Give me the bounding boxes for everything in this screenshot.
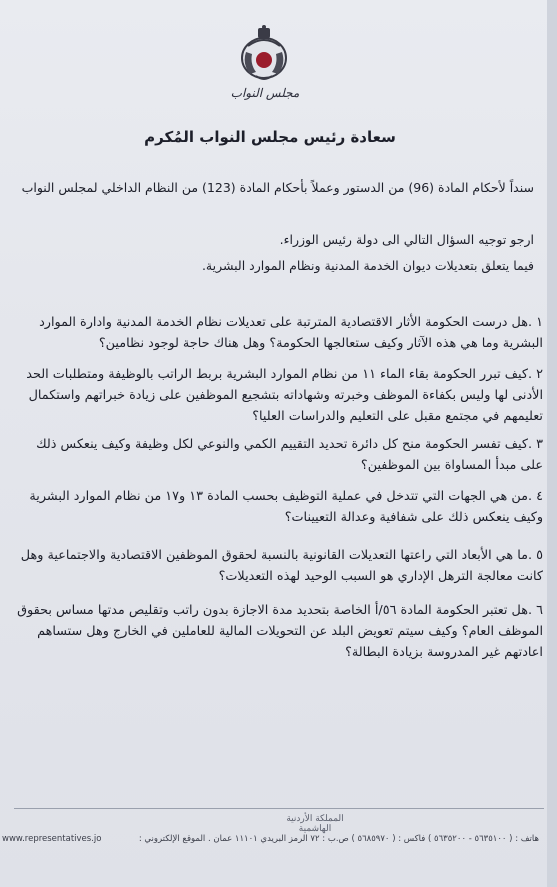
question-6: ٦ .هل تعتبر الحكومة المادة ٥٦/أ الخاصة بتحديد مدة الاجازة بدون راتب وتقليص مدتها مساس بحقوق الموظف العام؟ وكيف سيتم تعويض البلد عن التحويلات المالية للعاملين في الخارج وهل ستساهم اعادتهم غير المدروسة بزيادة البطالة؟: [17, 603, 543, 660]
intro-line-2: ارجو توجيه السؤال التالي الى دولة رئيس الوزراء.: [279, 232, 534, 247]
footer-divider: [14, 808, 544, 809]
page-edge: [547, 0, 557, 887]
intro-line-1: سنداً لأحكام المادة (96) من الدستور وعملاً بأحكام المادة (123) من النظام الداخلي لمجلس النواب: [21, 180, 534, 195]
footer-contact: هاتف : ( ٥٦٣٥١٠٠ - ٥٦٣٥٢٠٠ ) فاكس : ( ٥٦٨٥٩٧٠ ) ص.ب : ٧٢ الرمز البريدي ١١١٠١ عمان . الموقع الإلكتروني :: [138, 834, 539, 844]
question-3: ٣ .كيف تفسر الحكومة منح كل دائرة تحديد التقييم الكمي والنوعي لكل وظيفة وكيف ينعكس ذلك على مبدأ المساواة بين الموظفين؟: [36, 437, 543, 473]
document-title: سعادة رئيس مجلس النواب المُكرم: [144, 128, 396, 146]
intro-line-3: فيما يتعلق بتعديلات ديوان الخدمة المدنية ونظام الموارد البشرية.: [201, 258, 534, 273]
question-2: ٢ .كيف تبرر الحكومة بقاء الماء ١١ من نظام الموارد البشرية بربط الراتب بالوظيفة ومتطلبات الحد الأدنى لها وليس بكفاءة الموظف وخبرته وشهاداته بتشجيع الموظفين على زيادة خبراتهم واستكمال تعليمهم في مجتمع مقبل على التعليم والدراسات العليا؟: [26, 367, 543, 424]
footer-website: www.representatives.jo: [2, 834, 102, 844]
question-5: ٥ .ما هي الأبعاد التي راعتها التعديلات القانونية بالنسبة لحقوق الموظفين الاقتصادية والاجتماعية وهل كانت معالجة الترهل الإداري هو السبب الوحيد لهذه التعديلات؟: [20, 548, 543, 584]
logo-text: مجلس النواب: [230, 86, 300, 100]
coat-of-arms-icon: [238, 24, 290, 84]
footer-mark: المملكة الأردنية الهاشمية: [286, 814, 344, 834]
question-1: ١ .هل درست الحكومة الأثار الاقتصادية المترتبة على تعديلات نظام الخدمة المدنية وادارة الموارد البشرية وما هي هذه الآثار وكيف ستعالجها الحكومة؟ وهل هناك حاجة لوجود نظامين؟: [39, 315, 543, 351]
question-4: ٤ .من هي الجهات التي تتدخل في عملية التوظيف بحسب المادة ١٣ و١٧ من نظام الموارد البشرية وكيف ينعكس ذلك على شفافية وعدالة التعيينات؟: [29, 489, 543, 525]
